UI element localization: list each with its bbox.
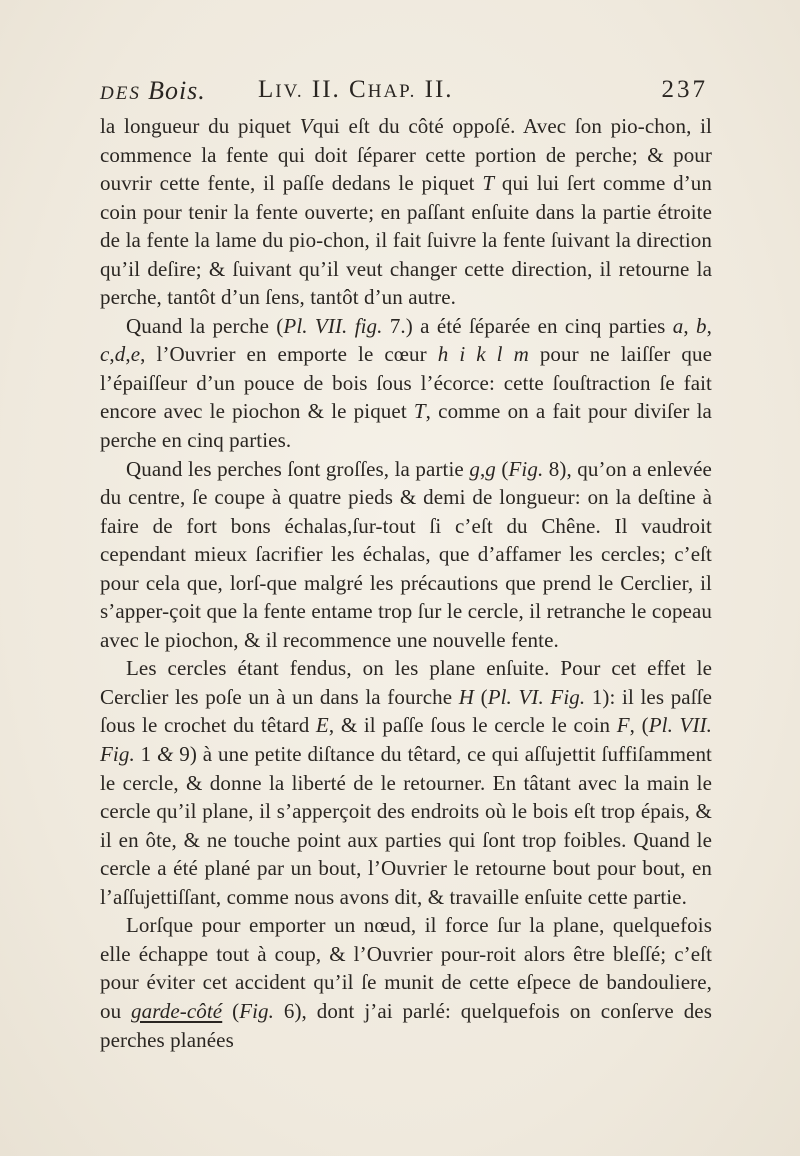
italic-term: Pl. VII. Fig. <box>100 713 713 767</box>
text-run: 1 <box>134 742 158 767</box>
italic-term: a <box>672 313 684 338</box>
italic-term: Pl. VII. fig. <box>283 313 383 338</box>
italic-term: F <box>616 713 630 738</box>
text-run: , <box>683 313 697 338</box>
italic-term: g <box>485 456 496 481</box>
text-run: Quand la perche ( <box>126 313 284 338</box>
running-head-book-chapter <box>258 76 454 104</box>
body-text <box>100 112 712 1054</box>
book-label: L <box>258 76 276 103</box>
text-run: ( <box>495 456 509 481</box>
text-run: 7.) a été ſéparée en cinq parties <box>382 313 673 338</box>
text-run: ( <box>222 998 240 1023</box>
italic-term: T <box>482 171 495 196</box>
paragraph <box>100 911 712 1054</box>
running-header <box>100 70 708 110</box>
text-run: pour ne laiſſer que l’épaiſſeur d’un pouce de bois ſous l’écorce: cette ſouſtraction ſe fait encore avec le piochon & le piquet <box>100 342 712 424</box>
italic-term: E <box>315 713 329 738</box>
italic-term: V <box>299 114 313 138</box>
paragraph <box>100 112 712 312</box>
paragraph <box>100 455 712 655</box>
text-run: , <box>109 342 115 367</box>
text-run: , & il paſſe ſous le cercle le coin <box>328 713 617 738</box>
paragraph <box>100 312 712 455</box>
running-head-des: DES <box>100 83 141 104</box>
paragraph <box>100 654 712 911</box>
book-label-sc: IV. <box>275 81 304 102</box>
text-run: la longueur du piquet <box>100 114 300 138</box>
chapter-label: II. C <box>311 76 368 103</box>
text-run: ( <box>474 684 488 709</box>
text-run: 1): il les paſſe ſous le crochet du têtard <box>100 684 713 738</box>
chapter-label-sc: HAP. <box>367 81 417 102</box>
text-run: , <box>706 313 712 338</box>
text-run: 6), dont j’ai parlé: quelquefois on conſerve des perches planées <box>100 998 712 1052</box>
italic-term: c <box>100 342 110 367</box>
text-run: 9) à une petite diſtance du têtard, ce qui aſſujettit ſuffiſamment le cercle, & donne la liberté de le retourner. En tâtant avec la main le cercle qu’il plane, il s’apperçoit des endroits où le bois eſt trop épais, & il en ôte, & ne touche point aux parties qui ſont trop foibles. Quand le cercle a été plané par un bout, l’Ouvrier le retourne bout pour bout, en l’aſſujettiſſant, comme nous avons dit, & travaille enſuite cette partie. <box>100 742 712 909</box>
italic-term: T <box>413 399 426 424</box>
running-head-bois: Bois. <box>148 76 206 105</box>
text-run: , ( <box>629 713 649 738</box>
text-run: , l’Ouvrier en emporte le cœur <box>140 342 438 367</box>
text-run: , comme on a fait pour diviſer la perche en cinq parties. <box>100 399 712 453</box>
text-run: qui eſt du côté oppoſé. Avec ſon pio-chon, il commence la fente qui doit ſéparer cette portion de perche; & pour ouvrir cette fente, il paſſe dedans le piquet <box>100 114 712 196</box>
page-number: 237 <box>661 76 708 103</box>
text-run: Les cercles étant fendus, on les plane enſuite. Pour cet effet le Cerclier les poſe un à un dans la fourche <box>100 656 712 709</box>
italic-term: d <box>114 342 126 367</box>
text-run: , <box>479 456 486 481</box>
italic-term: H <box>458 684 474 709</box>
italic-term: e <box>130 342 141 367</box>
text-run: 8), qu’on a enlevée du centre, ſe coupe à quatre pieds & demi de longueur: on la deſtine à faire de fort bons échalas,ſur-tout ſi c’eſt du Chêne. Il vaudroit cependant mieux ſacrifier les échalas, que d’affamer les cercles; c’eſt pour cela que, lorſ-que malgré les précautions que prend le Cerclier, il s’apper-çoit que la fente entame trop ſur le cercle, il retranche le copeau avec le piochon, & il recommence une nouvelle fente. <box>100 456 712 652</box>
italic-term: h i k l m <box>437 342 529 367</box>
italic-term: Fig. <box>508 456 544 481</box>
italic-term: Pl. VI. Fig. <box>487 684 586 709</box>
italic-term: b <box>696 313 707 338</box>
text-run: Quand les perches ſont groſſes, la partie <box>126 456 470 481</box>
italic-term: & <box>157 742 174 767</box>
chapter-number: II. <box>424 76 454 103</box>
running-head-title <box>100 76 206 106</box>
italic-term: g <box>469 456 480 481</box>
italic-term: Fig. <box>239 998 274 1023</box>
text-run: , <box>125 342 131 367</box>
text-run: Lorſque pour emporter un nœud, il force ſur la plane, quelquefois elle échappe tout à coup, & l’Ouvrier pour-roit alors être bleſſé; c’eſt pour éviter cet accident qu’il ſe munit de cette eſpece de bandouliere, ou <box>100 913 712 1023</box>
underlined-term: garde-côté <box>131 998 223 1023</box>
text-run: qui lui ſert comme d’un coin pour tenir la fente ouverte; en paſſant enſuite dans la partie étroite de la fente la lame du pio-chon, il fait ſuivre la fente ſuivant la direction qu’il deſire; & ſuivant qu’il veut changer cette direction, il retourne la perche, tantôt d’un ſens, tantôt d’un autre. <box>100 171 712 310</box>
